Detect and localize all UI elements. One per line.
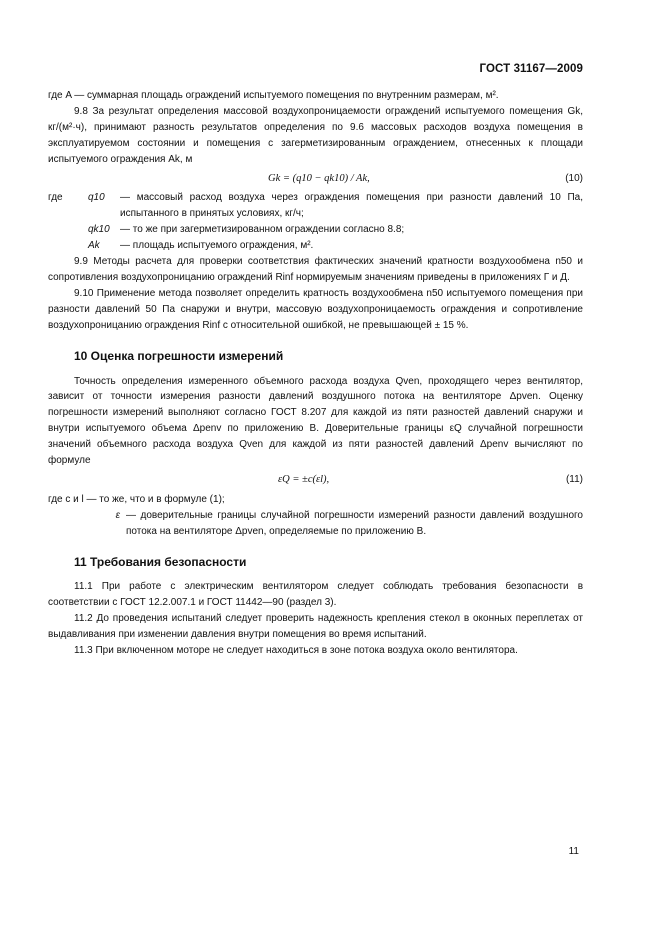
definition-symbol: qk10 bbox=[88, 224, 110, 236]
definition-text: — то же при загерметизированном ограждении согласно 8.8; bbox=[120, 224, 405, 236]
equation-10 bbox=[48, 171, 583, 187]
section-11-heading: 11 Требования безопасности bbox=[74, 554, 247, 569]
definition-lead: где bbox=[48, 192, 63, 204]
equation-10-number: (10) bbox=[565, 172, 583, 184]
doc-header-code: ГОСТ 31167—2009 bbox=[479, 63, 583, 75]
definition-row bbox=[48, 508, 583, 540]
equation-11-number: (11) bbox=[565, 473, 583, 485]
definition-symbol: ε bbox=[115, 509, 120, 521]
definition-text: — массовый расход воздуха через ограждения помещения при разности давлений 10 Па, испытанного в принятых условиях, кг/ч; bbox=[120, 192, 583, 220]
page-number: 11 bbox=[568, 846, 579, 857]
body-text bbox=[48, 88, 583, 659]
definition-symbol: Ak bbox=[88, 240, 100, 252]
definition-row bbox=[48, 222, 583, 238]
paragraph-11-2: 11.2 До проведения испытаний следует проверить надежность крепления стекол в оконных переплетах от выдавливания при изменении давления внутри помещения во время испытаний. bbox=[48, 613, 583, 641]
paragraph-11-1: 11.1 При работе с электрическим вентилятором следует соблюдать требования безопасности в соответствии с ГОСТ 12.2.007.1 и ГОСТ 11442—90 (раздел 3). bbox=[48, 581, 583, 609]
equation-11-definition-1: где c и l — то же, что и в формуле (1); bbox=[48, 493, 225, 505]
paragraph-area-definition: где A — суммарная площадь ограждений испытуемого помещения по внутренним размерам, м². bbox=[48, 90, 499, 101]
paragraph-9-10: 9.10 Применение метода позволяет определить кратность воздухообмена n50 испытуемого помещения при разности давлений 50 Па снаружи и внутри, массовую воздухопроницаемость ограждения и сопротивление воздухопроницанию ограждения Rinf с относительной ошибкой, не превышающей ± 15 %. bbox=[48, 287, 583, 331]
equation-11 bbox=[48, 472, 583, 488]
equation-11-formula: εQ = ±c(εl), bbox=[278, 473, 330, 485]
paragraph-9-8: 9.8 За результат определения массовой воздухопроницаемости ограждений испытуемого помещения Gk, кг/(м²·ч), принимают разность результатов определения по 9.6 массовых расходов воздуха помещения в эксплуатируемом состоянии и помещения с загерметизированным ограждением, отнесенных к площади испытуемого ограждения Ak, м bbox=[48, 105, 583, 165]
definition-text: — площадь испытуемого ограждения, м². bbox=[120, 240, 314, 252]
paragraph-11-3: 11.3 При включенном моторе не следует находиться в зоне потока воздуха около вентилятора. bbox=[74, 645, 518, 657]
definition-symbol: q10 bbox=[88, 192, 105, 204]
paragraph-9-9: 9.9 Методы расчета для проверки соответствия фактических значений кратности воздухообмена n50 и сопротивления воздухопроницанию ограждений Rinf нормируемым значениям приведены в приложениях Г и Д. bbox=[48, 256, 583, 283]
definition-text: — доверительные границы случайной погрешности измерений разности давлений воздушного потока на вентиляторе Δpven, определяемые по приложению В. bbox=[126, 509, 583, 537]
definition-row bbox=[48, 190, 583, 222]
section-10-paragraph: Точность определения измеренного объемного расхода воздуха Qven, проходящего через вентилятор, зависит от точности измерения разности давлений воздушного потока на вентиляторе Δpven. Оценку погрешности измерений выполняют согласно ГОСТ 8.207 для каждой из пяти разностей давлений снаружи и внутри испытуемого объема Δpenv по приложению В. Доверительные границы εQ случайной погрешности значений объемного расхода воздуха Qven для каждой из пяти разностей давлений Δpenv вычисляют по формуле bbox=[48, 375, 583, 467]
equation-10-formula: Gk = (q10 − qk10) / Ak, bbox=[268, 172, 370, 184]
section-10-heading: 10 Оценка погрешности измерений bbox=[74, 348, 284, 363]
definition-row bbox=[48, 238, 583, 254]
